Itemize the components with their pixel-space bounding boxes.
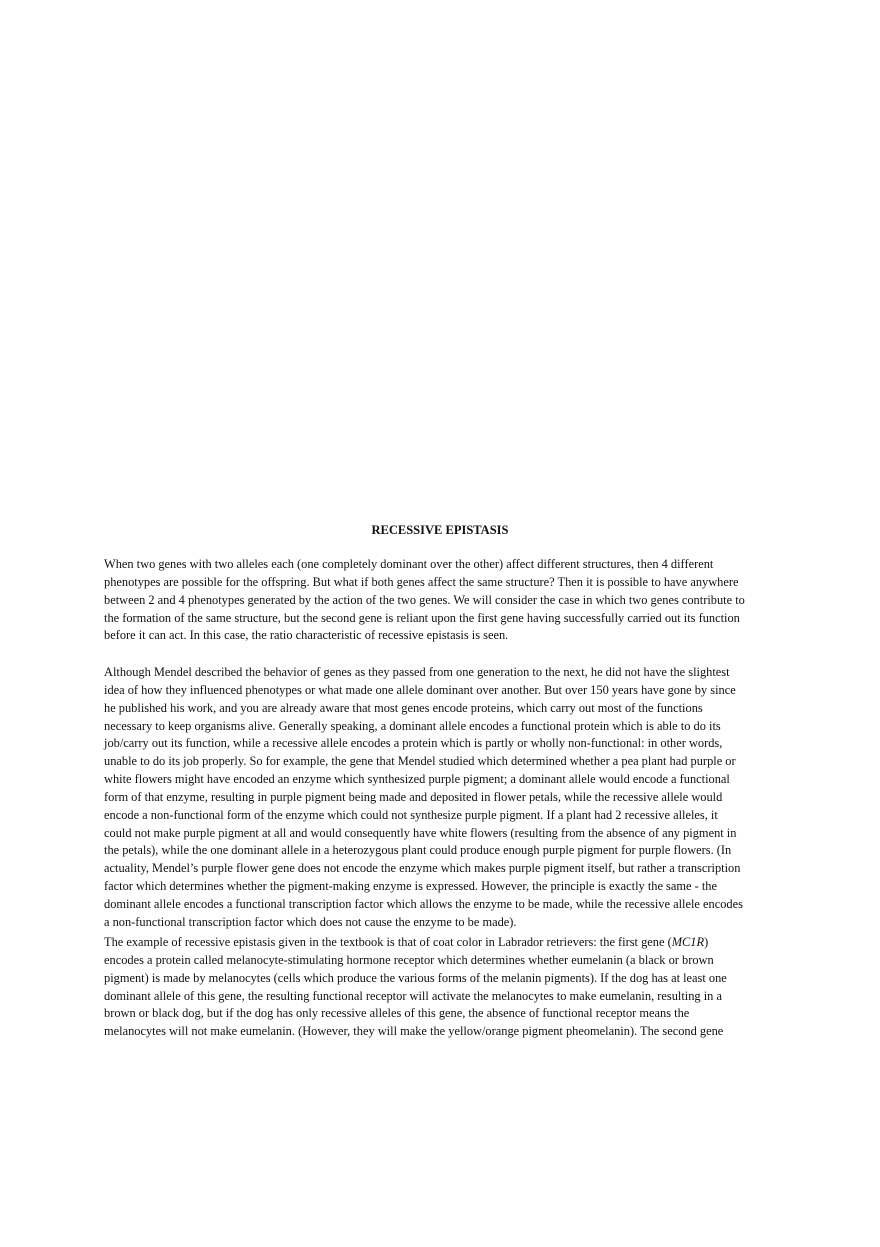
text-line: [104, 952, 784, 970]
text-line: [104, 825, 784, 843]
line-text: job/carry out its function, while a recessive allele encodes a protein which is partly or wholly non-functional: in other words,: [104, 736, 723, 751]
text-line: [104, 574, 784, 592]
line-text: necessary to keep organisms alive. Generally speaking, a dominant allele encodes a functional protein which is able to do its: [104, 718, 721, 733]
text-line: [104, 807, 784, 825]
line-text: melanocytes will not make eumelanin. (However, they will make the yellow/orange pigment pheomelanin). The second gene: [104, 1024, 724, 1039]
text-line: [104, 914, 784, 932]
text-line: [104, 592, 784, 610]
line-text: encodes a protein called melanocyte-stimulating hormone receptor which determines whether eumelanin (a black or brown: [104, 952, 714, 967]
gene-name-italic: MC1R: [671, 935, 705, 949]
paragraph-mendel: [104, 664, 784, 932]
text-line: [104, 682, 784, 700]
text-line: [104, 860, 784, 878]
line-text-after: ): [704, 935, 709, 949]
line-text: idea of how they influenced phenotypes or what made one allele dominant over another. But over 150 years have gone by since: [104, 682, 736, 697]
text-line: [104, 878, 784, 896]
text-line: [104, 1005, 784, 1023]
text-line: [104, 556, 784, 574]
text-line: [104, 700, 784, 718]
line-text: unable to do its job properly. So for example, the gene that Mendel studied which determined whether a pea plant had purple or: [104, 754, 736, 769]
text-line: [104, 610, 784, 628]
line-text: phenotypes are possible for the offspring. But what if both genes affect the same structure? Then it is possible to have anywhere: [104, 574, 739, 589]
paragraph-intro: [104, 556, 784, 645]
paragraph-labrador-example: [104, 934, 784, 1041]
line-text: dominant allele encodes a functional transcription factor which allows the enzyme to be made, while the recessive allele encodes: [104, 896, 743, 911]
text-line: [104, 1023, 784, 1041]
text-line: [104, 627, 784, 645]
text-line: [104, 842, 784, 860]
line-text: pigment) is made by melanocytes (cells which produce the various forms of the melanin pigments). If the dog has at least one: [104, 970, 727, 985]
text-line: [104, 988, 784, 1006]
line-text: could not make purple pigment at all and would consequently have white flowers (resulting from the absence of any pigment in: [104, 825, 737, 840]
text-line: [104, 735, 784, 753]
line-text: a non-functional transcription factor which does not cause the enzyme to be made).: [104, 914, 517, 929]
text-line: [104, 896, 784, 914]
line-text: When two genes with two alleles each (one completely dominant over the other) affect different structures, then 4 different: [104, 557, 714, 571]
text-line: [104, 718, 784, 736]
text-line: [104, 771, 784, 789]
text-line: [104, 789, 784, 807]
line-text: before it can act. In this case, the ratio characteristic of recessive epistasis is seen.: [104, 628, 509, 643]
text-line: [104, 934, 784, 952]
line-text: factor which determines whether the pigment-making enzyme is expressed. However, the principle is exactly the same - the: [104, 879, 717, 894]
line-text: he published his work, and you are already aware that most genes encode proteins, which carry out most of the functions: [104, 700, 703, 715]
line-text: The example of recessive epistasis given in the textbook is that of coat color in Labrador retrievers: the first gene (: [104, 935, 672, 949]
line-text: dominant allele of this gene, the resulting functional receptor will activate the melanocytes to make eumelanin, resulting in a: [104, 988, 722, 1003]
line-text: white flowers might have encoded an enzyme which synthesized purple pigment; a dominant allele would encode a functional: [104, 772, 730, 787]
line-text: between 2 and 4 phenotypes generated by the action of the two genes. We will consider the case in which two genes contribute to: [104, 592, 745, 607]
line-text: Although Mendel described the behavior of genes as they passed from one generation to the next, he did not have the slightest: [104, 665, 730, 679]
line-text: form of that enzyme, resulting in purple pigment being made and deposited in flower petals, while the recessive allele would: [104, 789, 723, 804]
line-text: the petals), while the one dominant allele in a heterozygous plant could produce enough purple pigment for purple flowers. (In: [104, 843, 732, 858]
text-line: [104, 664, 784, 682]
document-title: RECESSIVE EPISTASIS: [371, 523, 509, 537]
line-text: actuality, Mendel’s purple flower gene does not encode the enzyme which makes purple pigment itself, but rather a transcription: [104, 861, 741, 876]
line-text: encode a non-functional form of the enzyme which could not synthesize purple pigment. If a plant had 2 recessive alleles, it: [104, 807, 718, 822]
text-line: [104, 753, 784, 771]
line-text: brown or black dog, but if the dog has only recessive alleles of this gene, the absence of functional receptor means the: [104, 1006, 690, 1021]
text-line: [104, 970, 784, 988]
line-text: the formation of the same structure, but the second gene is reliant upon the first gene having successfully carried out its function: [104, 610, 740, 625]
